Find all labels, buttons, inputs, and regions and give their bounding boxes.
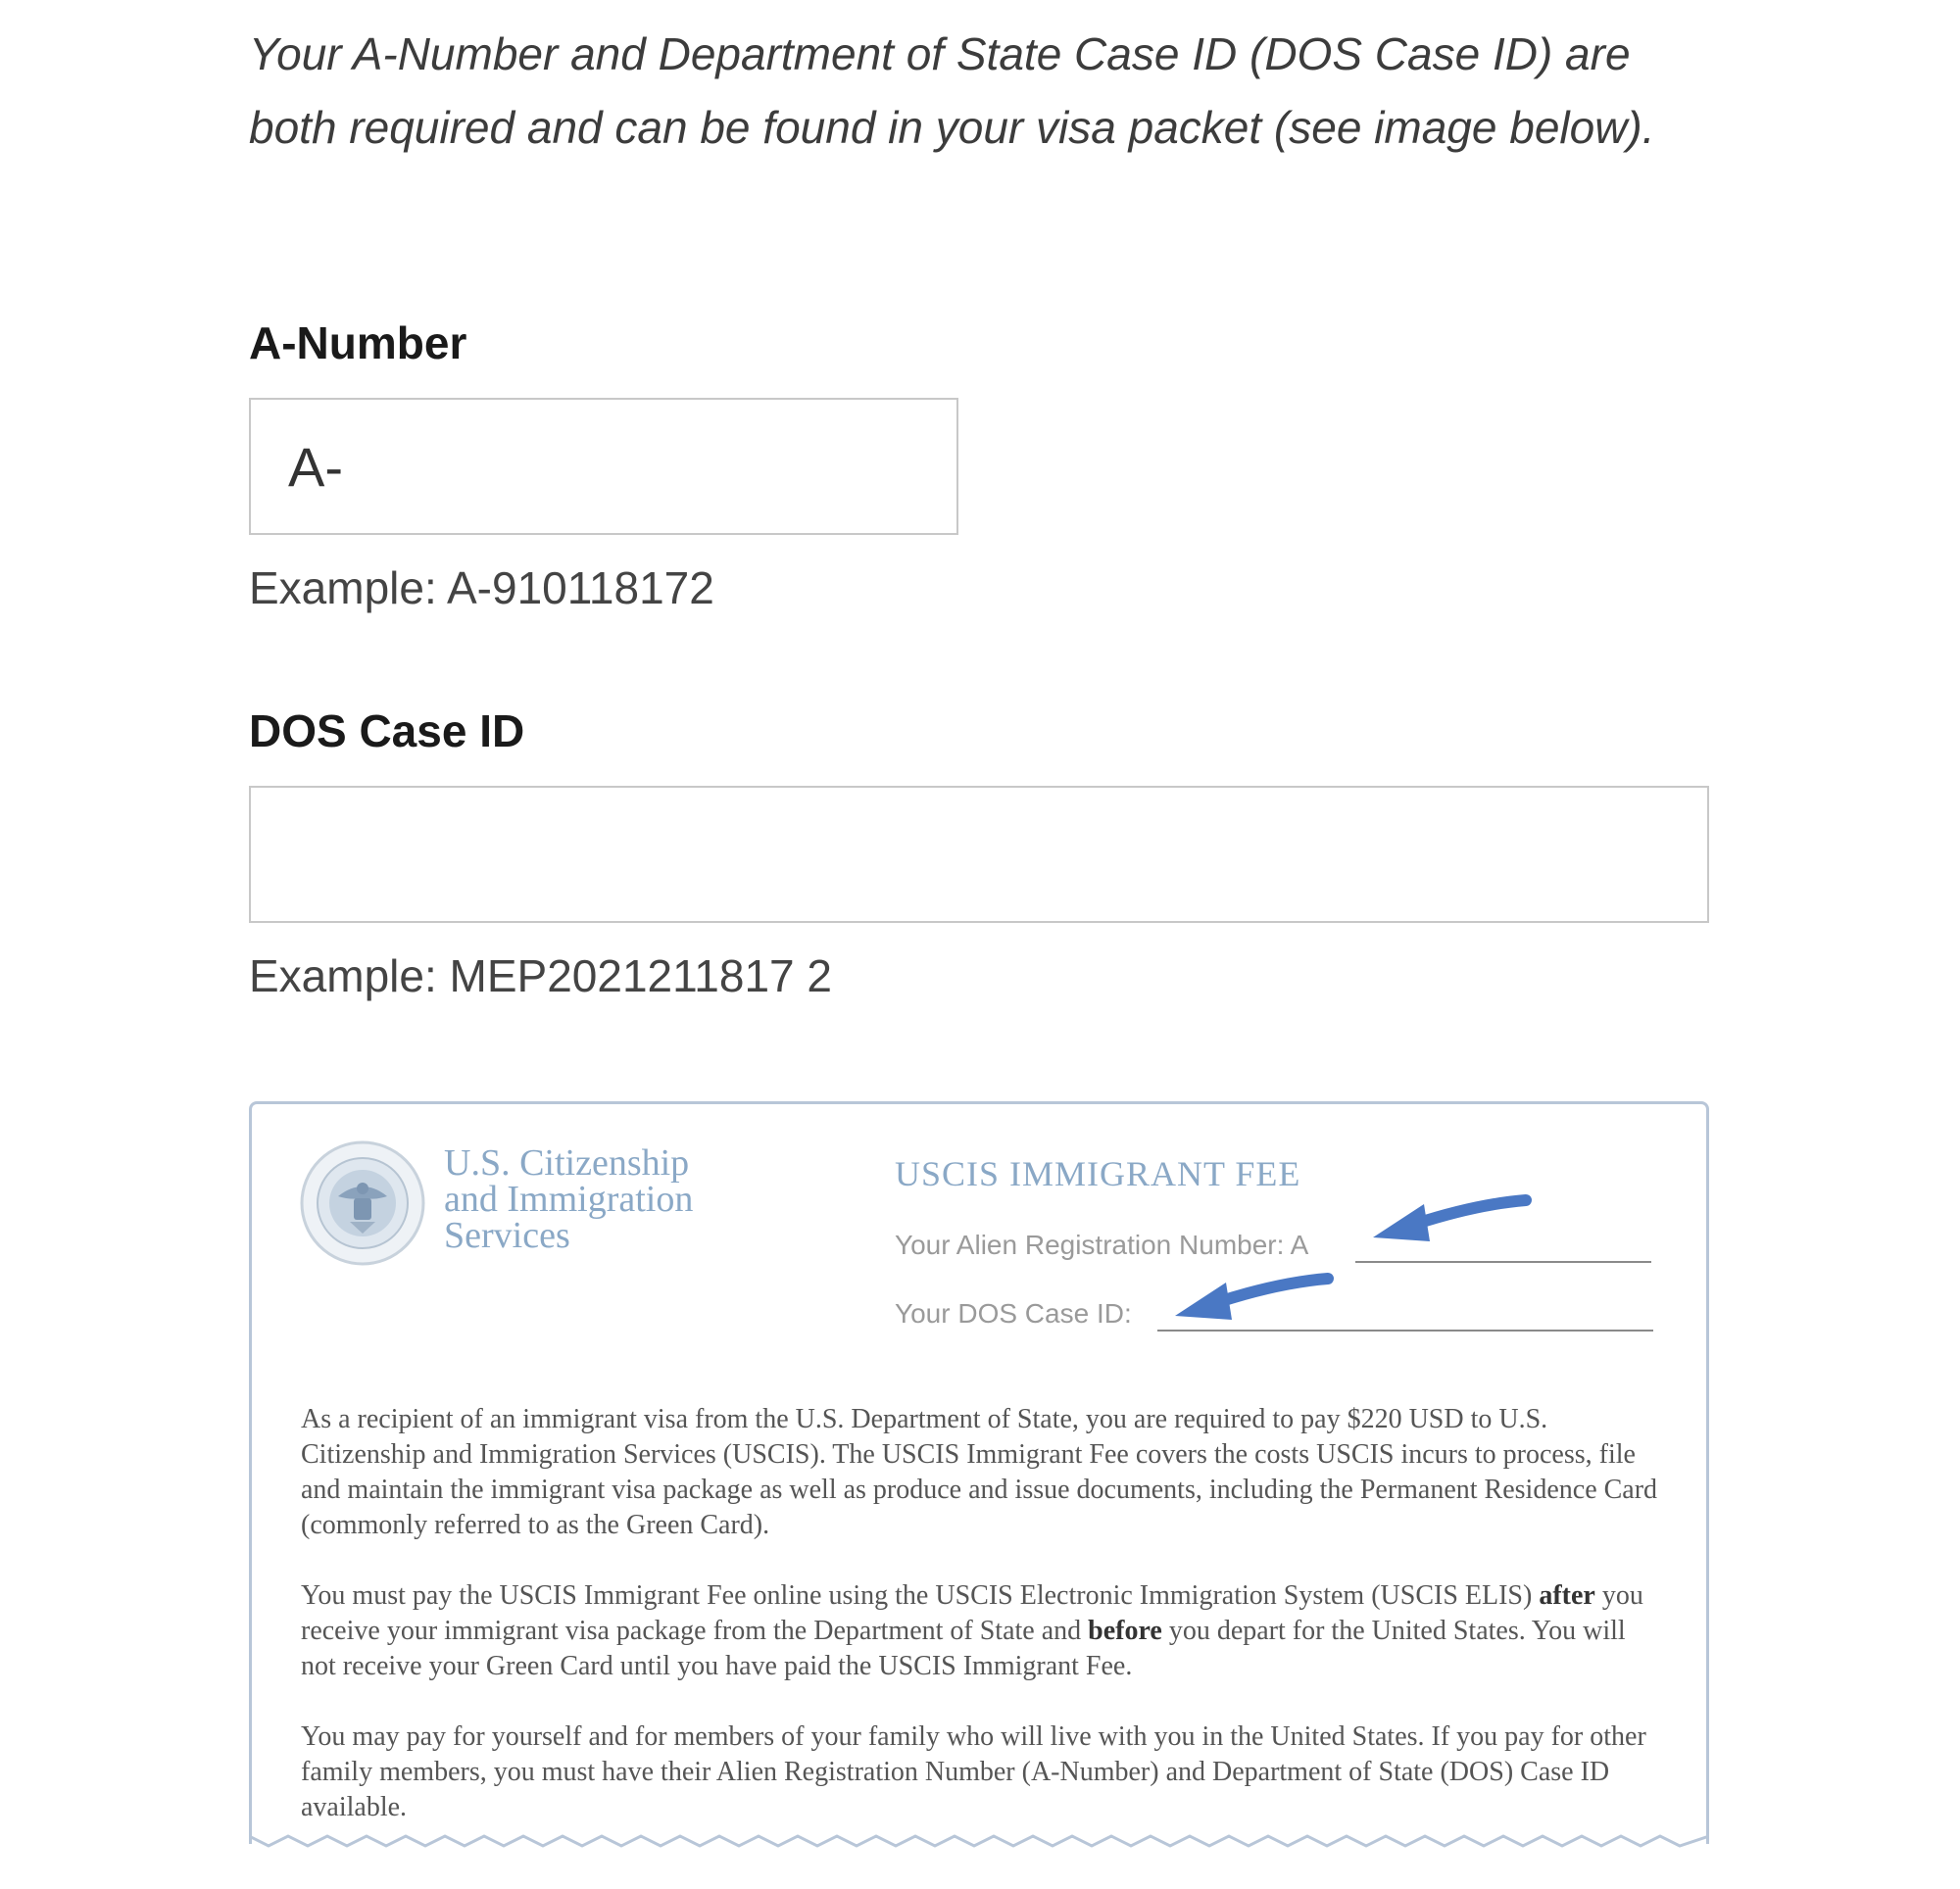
visa-packet-image <box>249 1101 1709 1844</box>
letter-paragraph-2-part-b: you receive your immigrant visa package from the Department of State and <box>301 1580 1643 1646</box>
torn-edge <box>249 1832 1709 1856</box>
agency-line-1: U.S. Citizenship <box>444 1142 690 1184</box>
packet-letter <box>301 1402 1663 1844</box>
a-number-prefix: A- <box>288 435 343 498</box>
dos-case-id-example: Example: MEP2021211817 2 <box>249 950 832 1001</box>
dos-case-id-blank <box>1157 1330 1653 1332</box>
a-number-input[interactable] <box>343 400 993 533</box>
letter-emphasis-after: after <box>1539 1580 1595 1611</box>
arrow-icon <box>1369 1187 1536 1245</box>
fee-title: USCIS IMMIGRANT FEE <box>895 1154 1301 1193</box>
dhs-seal-icon <box>299 1139 426 1267</box>
dos-case-id-label: DOS Case ID <box>249 705 525 756</box>
letter-emphasis-before: before <box>1088 1616 1162 1646</box>
page <box>249 0 1719 1822</box>
alien-registration-blank <box>1355 1261 1651 1263</box>
intro-text: Your A-Number and Department of State Case ID (DOS Case ID) are both required and can be found in your visa packet (see image below). <box>249 28 1655 153</box>
dos-case-id-input[interactable] <box>251 788 1707 921</box>
letter-paragraph-1: As a recipient of an immigrant visa from the U.S. Department of State, you are required to pay $220 USD to U.S. Citizenship and Immigration Services (USCIS). The USCIS Immigrant Fee covers the costs USCIS incurs to process, file and maintain the immigrant visa package as well as produce and issue documents, including the Permanent Residence Card (commonly referred to as the Green Card). <box>301 1404 1658 1540</box>
a-number-label: A-Number <box>249 317 467 368</box>
arrow-icon <box>1171 1265 1338 1324</box>
agency-line-2: and Immigration <box>444 1179 694 1220</box>
a-number-example: Example: A-910118172 <box>249 562 714 613</box>
letter-paragraph-3: You may pay for yourself and for members of your family who will live with you in the United States. If you pay for other family members, you must have their Alien Registration Number (A-Number) and Department of State (DOS) Case ID available. <box>301 1721 1646 1822</box>
agency-line-3: Services <box>444 1215 570 1256</box>
letter-paragraph-2 <box>301 1578 1663 1684</box>
letter-paragraph-2-part-a: You must pay the USCIS Immigrant Fee online using the USCIS Electronic Immigration System (USCIS ELIS) <box>301 1580 1540 1611</box>
dos-case-id-packet-label: Your DOS Case ID: <box>895 1298 1132 1329</box>
letter-paragraph-2-part-c: you depart for the United States. You will not receive your Green Card until you have paid the USCIS Immigrant Fee. <box>301 1616 1626 1681</box>
alien-registration-label: Your Alien Registration Number: A <box>895 1230 1309 1260</box>
dos-case-id-field[interactable] <box>249 786 1709 923</box>
agency-name <box>444 1142 694 1256</box>
a-number-field[interactable] <box>249 398 958 535</box>
